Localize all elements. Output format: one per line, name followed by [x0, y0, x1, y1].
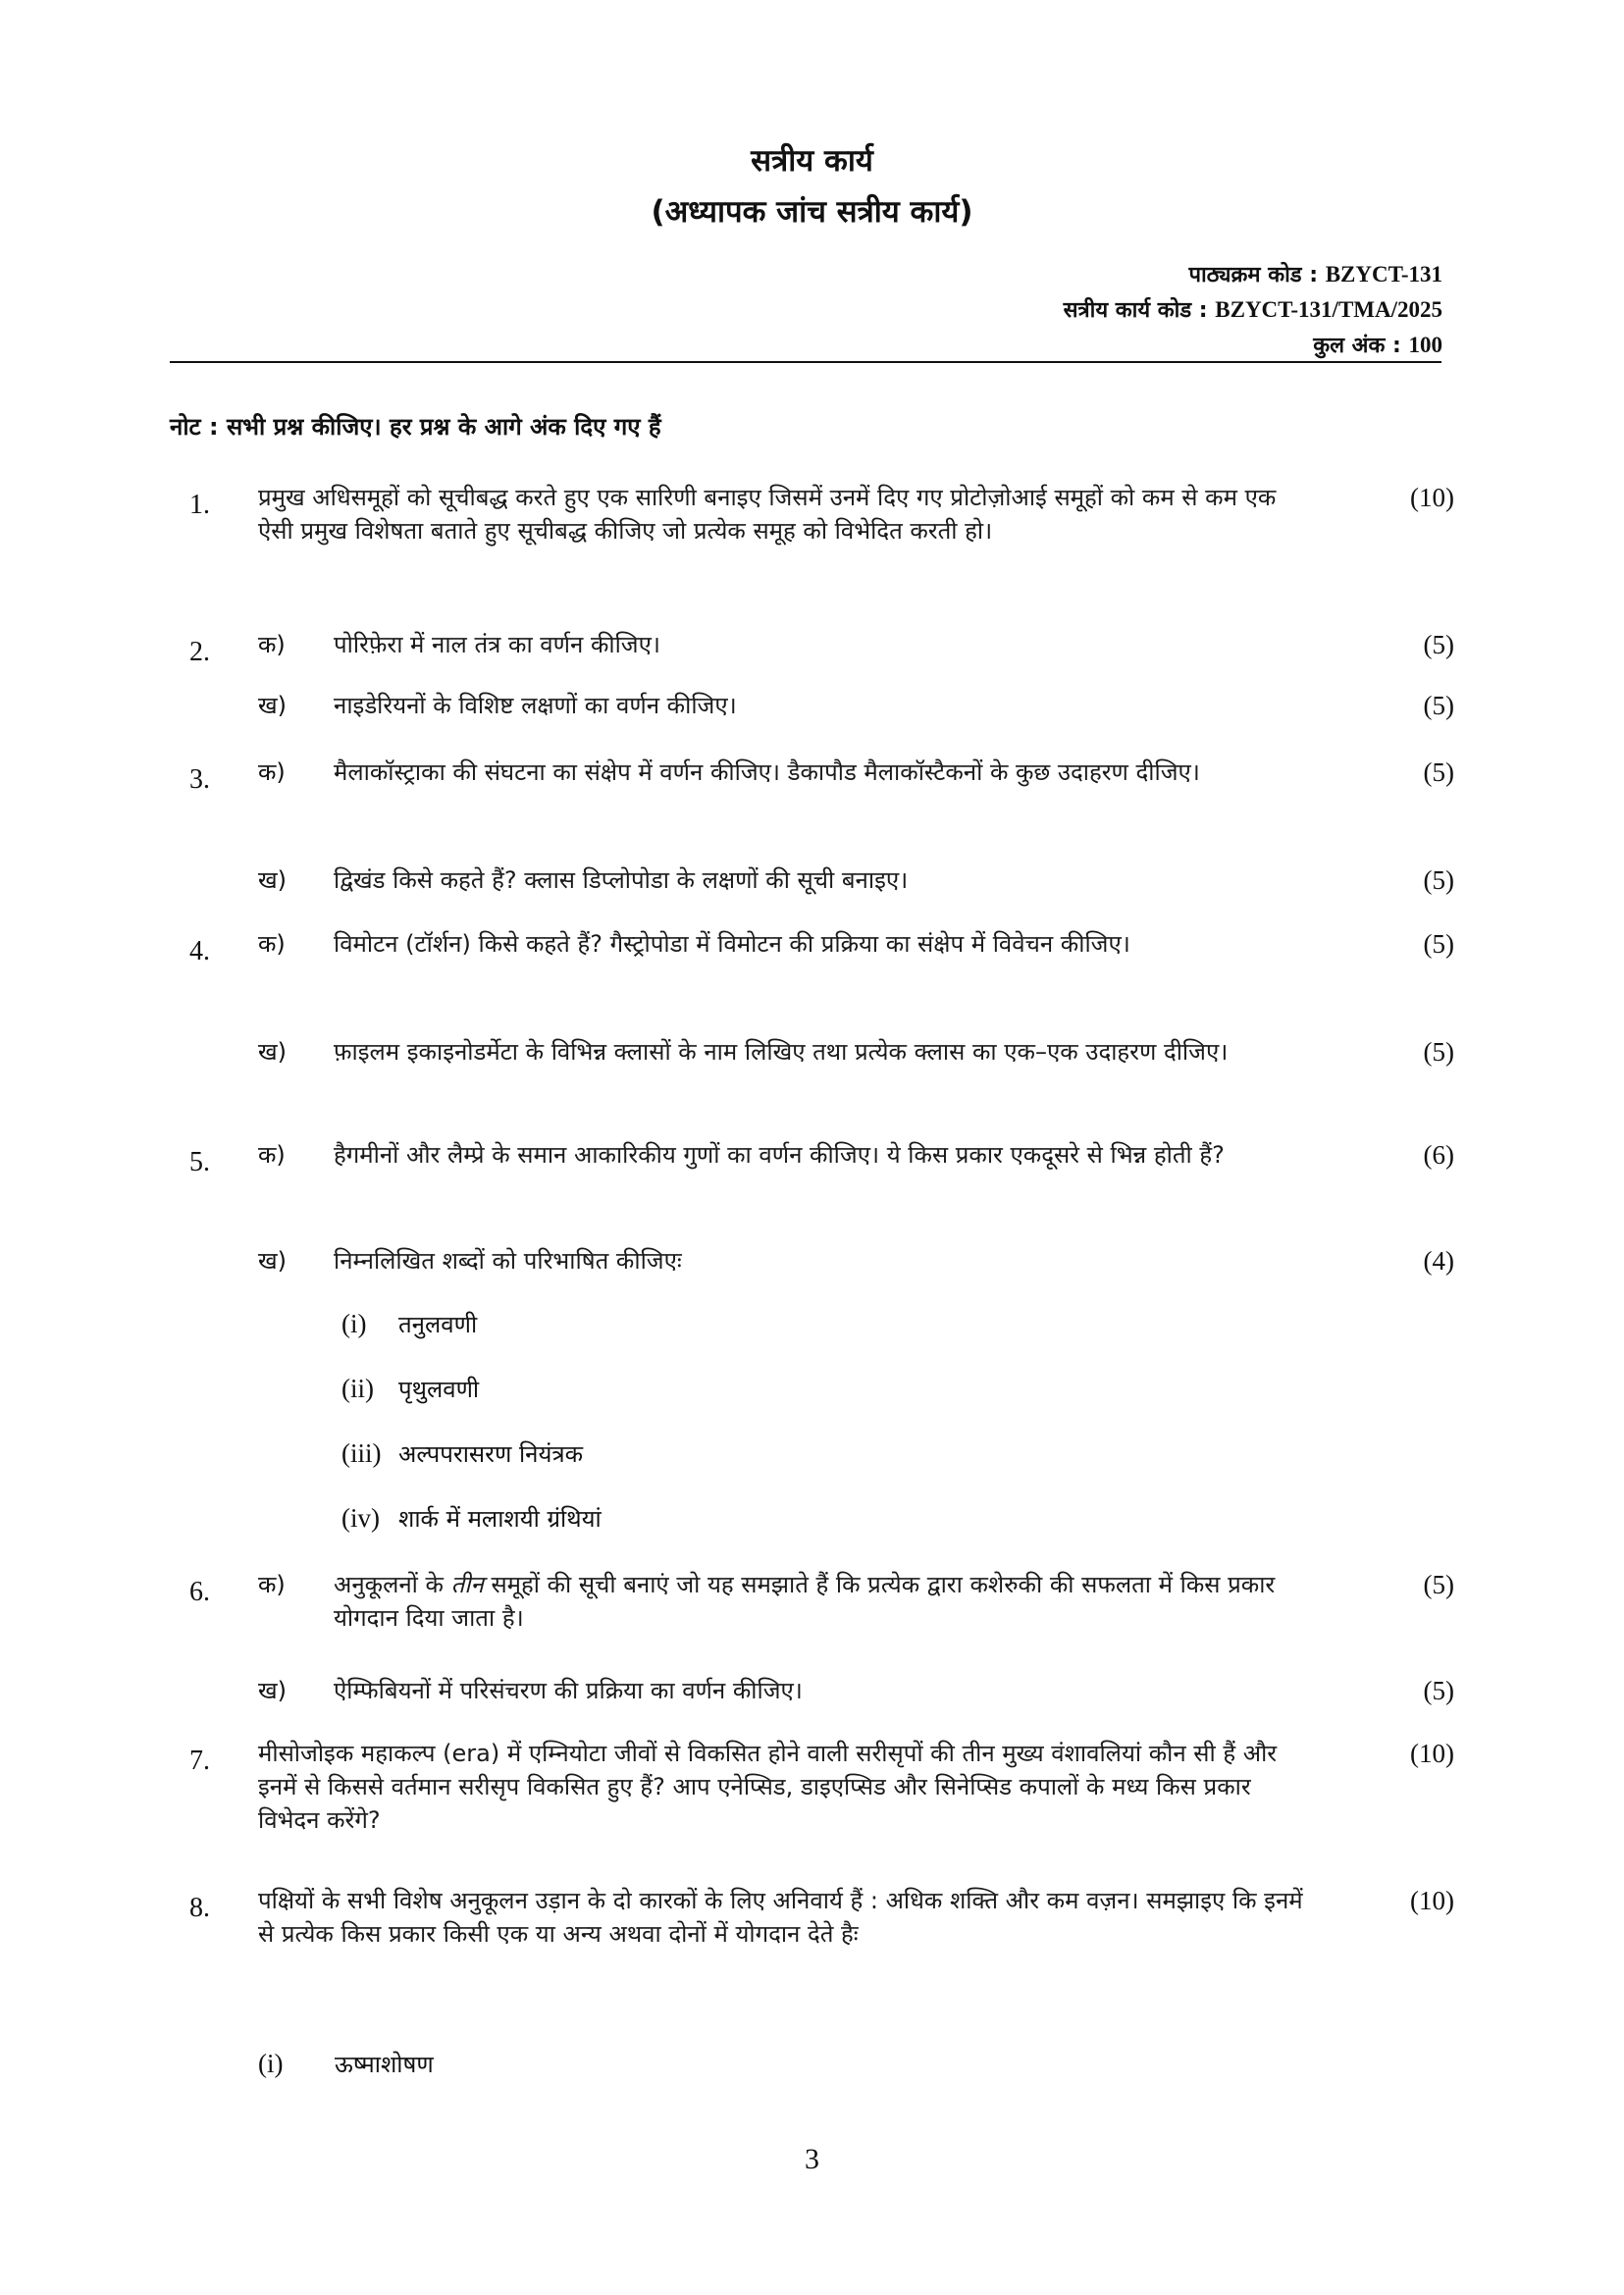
part-text	[334, 1568, 1305, 1635]
part-text: पोरिफ़ेरा में नाल तंत्र का वर्णन कीजिए।	[334, 631, 660, 658]
course-code: BZYCT-131	[1325, 262, 1442, 287]
sub-item-text: शार्क में मलाशयी ग्रंथियां	[398, 1505, 602, 1533]
question-marks: (10)	[1410, 1886, 1454, 1915]
question-number: 5.	[189, 1147, 210, 1177]
part-text-emphasis: तीन	[450, 1571, 484, 1598]
course-code-line	[1064, 257, 1442, 292]
part-text-start: अनुकूलनों के	[334, 1571, 451, 1598]
part-label: ख)	[258, 692, 287, 719]
sub-item-text: पृथुलवणी	[398, 1376, 480, 1403]
sub-item	[258, 2047, 434, 2081]
instruction-note: नोट : सभी प्रश्न कीजिए। हर प्रश्न के आगे अंक दिए गए हैं	[170, 413, 661, 441]
part-label: ख)	[258, 1247, 287, 1275]
part-label: क)	[258, 930, 286, 958]
part-marks: (5)	[1423, 865, 1454, 895]
course-code-label: पाठ्यक्रम कोड :	[1188, 263, 1319, 287]
sub-item-number: (i)	[258, 2049, 284, 2078]
assignment-code-line	[1064, 292, 1442, 328]
sub-item	[341, 1436, 583, 1471]
total-marks-line	[1064, 328, 1442, 363]
question-text: प्रमुख अधिसमूहों को सूचीबद्ध करते हुए एक सारिणी बनाइए जिसमें उनमें दिए गए प्रोटोज़ोआई समूहों को कम से कम एक ऐसी प्रमुख विशेषता बताते हुए सूचीबद्ध कीजिए जो प्रत्येक समूह को विभेदित करती हो।	[258, 484, 1277, 545]
page-title: सत्रीय कार्य	[751, 143, 873, 179]
part-label: ख)	[258, 866, 287, 894]
question-number: 8.	[189, 1893, 210, 1923]
part-text: हैगमीनों और लैम्प्रे के समान आकारिकीय गुणों का वर्णन कीजिए। ये किस प्रकार एकदूसरे से भिन्न होती हैं?	[334, 1141, 1225, 1169]
question-marks: (10)	[1410, 483, 1454, 512]
assignment-code: BZYCT-131/TMA/2025	[1215, 297, 1442, 322]
question-number: 2.	[189, 637, 210, 667]
code-block	[1064, 257, 1442, 363]
part-marks: (5)	[1423, 630, 1454, 659]
part-text: मैलाकॉस्ट्राका की संघटना का संक्षेप में वर्णन कीजिए। डैकापौड मैलाकॉस्टैकनों के कुछ उदाहरण दीजिए।	[334, 758, 1200, 786]
header-divider	[170, 361, 1441, 363]
part-text: ऐम्फिबियनों में परिसंचरण की प्रक्रिया का वर्णन कीजिए।	[334, 1677, 803, 1704]
sub-item-number: (i)	[341, 1309, 367, 1338]
question-text: पक्षियों के सभी विशेष अनुकूलन उड़ान के दो कारकों के लिए अनिवार्य हैं : अधिक शक्ति और कम वज़न। समझाइए कि इनमें से प्रत्येक किस प्रकार किसी एक या अन्य अथवा दोनों में योगदान देते हैः	[258, 1887, 1303, 1948]
page-number: 3	[805, 2143, 819, 2175]
question-number: 3.	[189, 764, 210, 795]
sub-item-number: (ii)	[341, 1374, 374, 1403]
part-label: ख)	[258, 1677, 287, 1704]
part-label: क)	[258, 1141, 286, 1169]
part-label: ख)	[258, 1038, 287, 1066]
sub-item-text: तनुलवणी	[398, 1311, 478, 1338]
sub-item-text: ऊष्माशोषण	[335, 2051, 434, 2078]
title-block	[0, 135, 1624, 237]
page-subtitle: (अध्यापक जांच सत्रीय कार्य)	[651, 194, 973, 230]
part-marks: (5)	[1423, 1037, 1454, 1067]
part-label: क)	[258, 1571, 286, 1598]
part-text: नाइडेरियनों के विशिष्ट लक्षणों का वर्णन कीजिए।	[334, 692, 737, 719]
sub-item	[341, 1501, 602, 1536]
question-number: 6.	[189, 1577, 210, 1607]
part-text-end: समूहों की सूची बनाएं जो यह समझाते हैं कि प्रत्येक द्वारा कशेरुकी की सफलता में किस प्रकार योगदान दिया जाता है।	[334, 1571, 1276, 1632]
part-text: विमोटन (टॉर्शन) किसे कहते हैं? गैस्ट्रोपोडा में विमोटन की प्रक्रिया का संक्षेप में विवेचन कीजिए।	[334, 930, 1130, 958]
sub-item-number: (iv)	[341, 1503, 380, 1533]
part-marks: (5)	[1423, 1570, 1454, 1599]
part-marks: (4)	[1423, 1246, 1454, 1276]
question-number: 7.	[189, 1746, 210, 1776]
part-text: फ़ाइलम इकाइनोडर्मेटा के विभिन्न क्लासों के नाम लिखिए तथा प्रत्येक क्लास का एक–एक उदाहरण दीजिए।	[334, 1038, 1229, 1066]
part-marks: (6)	[1423, 1140, 1454, 1170]
question-number: 4.	[189, 936, 210, 966]
part-label: क)	[258, 631, 286, 658]
part-text: निम्नलिखित शब्दों को परिभाषित कीजिएः	[334, 1247, 682, 1275]
part-marks: (5)	[1423, 1676, 1454, 1705]
question-marks: (10)	[1410, 1739, 1454, 1768]
assignment-code-label: सत्रीय कार्य कोड :	[1063, 298, 1208, 323]
question-number: 1.	[189, 490, 210, 520]
sub-item	[341, 1372, 479, 1406]
part-marks: (5)	[1423, 757, 1454, 787]
total-marks-label: कुल अंक :	[1313, 334, 1401, 358]
part-text: द्विखंड किसे कहते हैं? क्लास डिप्लोपोडा के लक्षणों की सूची बनाइए।	[334, 866, 909, 894]
sub-item	[341, 1307, 477, 1341]
part-marks: (5)	[1423, 929, 1454, 959]
part-label: क)	[258, 758, 286, 786]
question-text: मीसोजोइक महाकल्प (era) में एम्नियोटा जीवों से विकसित होने वाली सरीसृपों की तीन मुख्य वंशावलियां कौन सी हैं और इनमें से किससे वर्तमान सरीसृप विकसित हुए हैं? आप एनेप्सिड, डाइएप्सिड और सिनेप्सिड कपालों के मध्य किस प्रकार विभेदन करेंगे?	[258, 1740, 1278, 1834]
total-marks: 100	[1408, 333, 1442, 357]
sub-item-text: अल्पपरासरण नियंत्रक	[398, 1440, 584, 1468]
sub-item-number: (iii)	[341, 1438, 382, 1468]
part-marks: (5)	[1423, 691, 1454, 720]
